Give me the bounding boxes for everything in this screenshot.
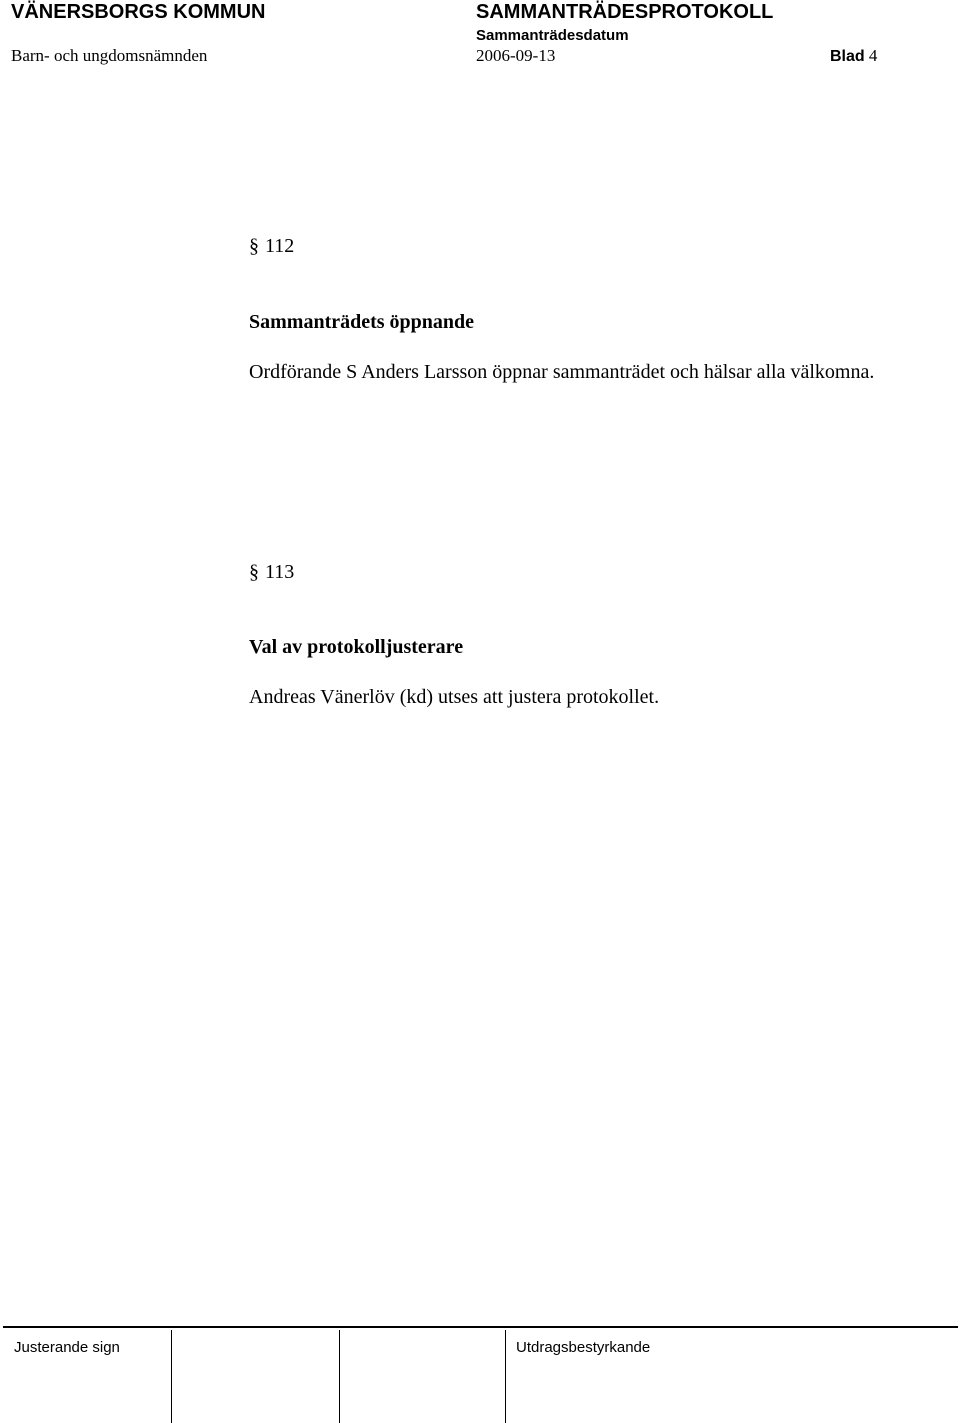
section-title: Sammanträdets öppnande <box>249 311 475 333</box>
page-indicator <box>830 46 877 66</box>
document-type: SAMMANTRÄDESPROTOKOLL <box>476 1 774 23</box>
footer-divider <box>505 1330 506 1423</box>
section-number-value: 112 <box>265 235 295 257</box>
section-symbol: § <box>249 235 259 257</box>
section-symbol: § <box>249 561 259 583</box>
section-number <box>249 235 294 258</box>
footer-divider <box>339 1330 340 1423</box>
municipality-name: VÄNERSBORGS KOMMUN <box>11 1 266 23</box>
committee-name: Barn- och ungdomsnämnden <box>11 46 208 65</box>
page-label: Blad <box>830 48 865 65</box>
page-number: 4 <box>868 46 878 65</box>
extract-certification-label: Utdragsbestyrkande <box>516 1339 651 1356</box>
section-body: Ordförande S Anders Larsson öppnar sammanträdet och hälsar alla välkomna. <box>249 361 875 383</box>
signature-footer <box>3 1326 958 1423</box>
section-number <box>249 561 294 584</box>
meeting-date-label: Sammanträdesdatum <box>476 27 629 44</box>
section-title: Val av protokolljusterare <box>249 636 464 658</box>
section-number-value: 113 <box>265 561 295 583</box>
signature-label: Justerande sign <box>14 1339 120 1356</box>
section-body: Andreas Vänerlöv (kd) utses att justera protokollet. <box>249 686 660 708</box>
footer-divider <box>171 1330 172 1423</box>
meeting-date: 2006-09-13 <box>476 46 556 65</box>
